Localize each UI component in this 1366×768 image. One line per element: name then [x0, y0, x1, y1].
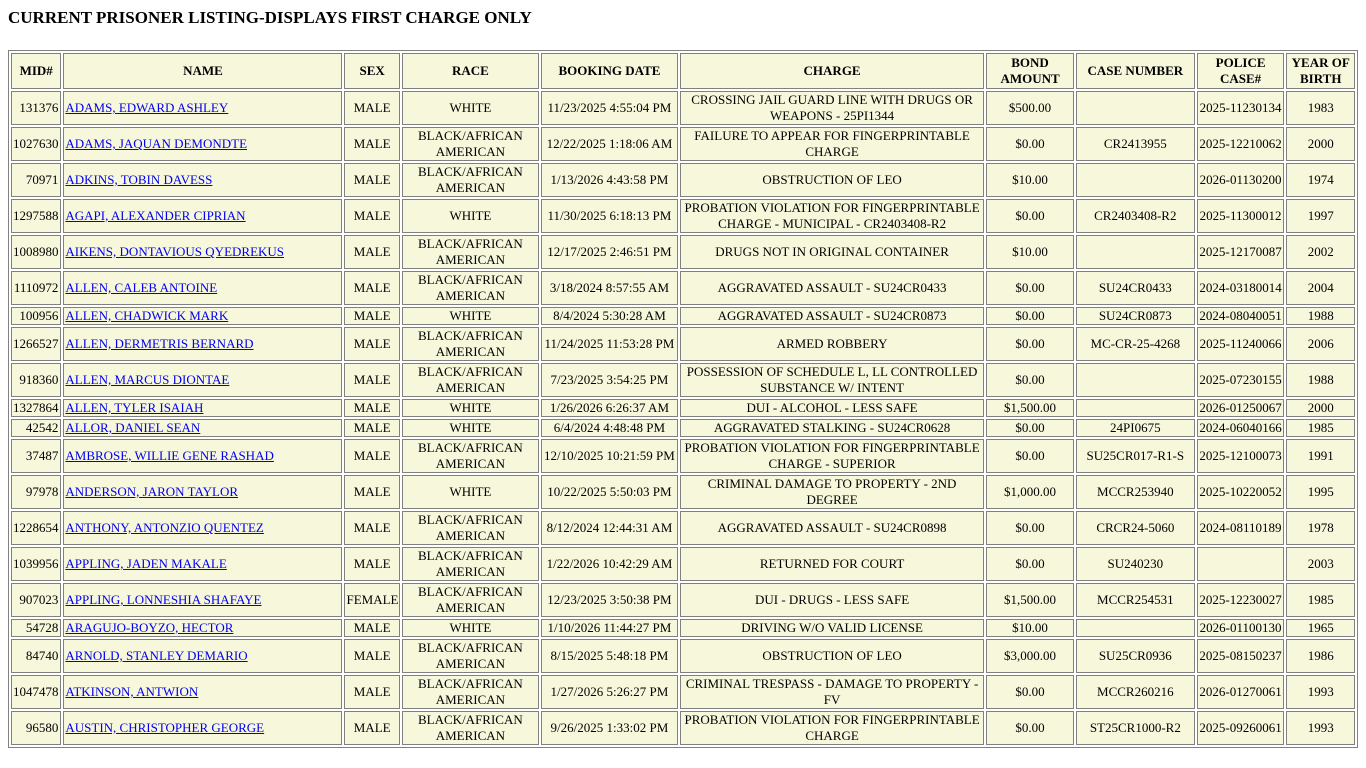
bond-amount-cell: $1,500.00 [986, 399, 1074, 417]
race-cell: BLACK/AFRICAN AMERICAN [402, 583, 539, 617]
sex-cell: MALE [344, 327, 399, 361]
prisoner-name-link[interactable]: ADAMS, JAQUAN DEMONDTE [65, 136, 248, 151]
header-booking-date[interactable]: BOOKING DATE [541, 53, 678, 89]
police-case-cell: 2025-11300012 [1197, 199, 1285, 233]
header-race[interactable]: RACE [402, 53, 539, 89]
race-cell: WHITE [402, 307, 539, 325]
case-number-cell [1076, 91, 1195, 125]
name-cell [63, 399, 342, 417]
case-number-cell [1076, 235, 1195, 269]
police-case-cell: 2024-08040051 [1197, 307, 1285, 325]
table-row [11, 363, 1355, 397]
charge-cell: AGGRAVATED STALKING - SU24CR0628 [680, 419, 984, 437]
prisoner-name-link[interactable]: AMBROSE, WILLIE GENE RASHAD [65, 448, 274, 463]
table-row [11, 199, 1355, 233]
case-number-cell: MCCR260216 [1076, 675, 1195, 709]
prisoner-name-link[interactable]: ALLEN, CALEB ANTOINE [65, 280, 218, 295]
prisoner-name-link[interactable]: ADKINS, TOBIN DAVESS [65, 172, 213, 187]
year-of-birth-cell: 1974 [1286, 163, 1355, 197]
year-of-birth-cell: 1997 [1286, 199, 1355, 233]
mid-cell: 1027630 [11, 127, 61, 161]
sex-cell: MALE [344, 399, 399, 417]
prisoner-name-link[interactable]: ADAMS, EDWARD ASHLEY [65, 100, 229, 115]
sex-cell: MALE [344, 711, 399, 745]
year-of-birth-cell: 1995 [1286, 475, 1355, 509]
police-case-cell: 2025-12230027 [1197, 583, 1285, 617]
header-year-of-birth[interactable]: YEAR OF BIRTH [1286, 53, 1355, 89]
race-cell: WHITE [402, 475, 539, 509]
booking-date-cell: 12/10/2025 10:21:59 PM [541, 439, 678, 473]
header-police-case[interactable]: POLICE CASE# [1197, 53, 1285, 89]
page-title: CURRENT PRISONER LISTING-DISPLAYS FIRST CHARGE ONLY [8, 8, 532, 27]
bond-amount-cell: $0.00 [986, 327, 1074, 361]
name-cell [63, 439, 342, 473]
booking-date-cell: 8/12/2024 12:44:31 AM [541, 511, 678, 545]
year-of-birth-cell: 1985 [1286, 583, 1355, 617]
sex-cell: MALE [344, 91, 399, 125]
case-number-cell: MC-CR-25-4268 [1076, 327, 1195, 361]
table-row [11, 639, 1355, 673]
mid-cell: 70971 [11, 163, 61, 197]
booking-date-cell: 7/23/2025 3:54:25 PM [541, 363, 678, 397]
charge-cell: CROSSING JAIL GUARD LINE WITH DRUGS OR WEAPONS - 25PI1344 [680, 91, 984, 125]
charge-cell: DRIVING W/O VALID LICENSE [680, 619, 984, 637]
table-row [11, 675, 1355, 709]
booking-date-cell: 11/23/2025 4:55:04 PM [541, 91, 678, 125]
bond-amount-cell: $10.00 [986, 619, 1074, 637]
table-row [11, 127, 1355, 161]
prisoner-table [8, 50, 1358, 748]
sex-cell: MALE [344, 639, 399, 673]
prisoner-name-link[interactable]: ARAGUJO-BOYZO, HECTOR [65, 620, 234, 635]
sex-cell: MALE [344, 475, 399, 509]
race-cell: BLACK/AFRICAN AMERICAN [402, 271, 539, 305]
race-cell: WHITE [402, 419, 539, 437]
year-of-birth-cell: 2002 [1286, 235, 1355, 269]
charge-cell: OBSTRUCTION OF LEO [680, 163, 984, 197]
sex-cell: MALE [344, 439, 399, 473]
sex-cell: MALE [344, 235, 399, 269]
case-number-cell: MCCR253940 [1076, 475, 1195, 509]
booking-date-cell: 1/26/2026 6:26:37 AM [541, 399, 678, 417]
police-case-cell: 2024-06040166 [1197, 419, 1285, 437]
year-of-birth-cell: 2000 [1286, 399, 1355, 417]
prisoner-name-link[interactable]: ALLEN, TYLER ISAIAH [65, 400, 204, 415]
table-row [11, 399, 1355, 417]
table-row [11, 475, 1355, 509]
case-number-cell: CRCR24-5060 [1076, 511, 1195, 545]
name-cell [63, 235, 342, 269]
mid-cell: 131376 [11, 91, 61, 125]
charge-cell: AGGRAVATED ASSAULT - SU24CR0433 [680, 271, 984, 305]
table-row [11, 619, 1355, 637]
mid-cell: 97978 [11, 475, 61, 509]
charge-cell: DUI - DRUGS - LESS SAFE [680, 583, 984, 617]
booking-date-cell: 1/13/2026 4:43:58 PM [541, 163, 678, 197]
mid-cell: 1327864 [11, 399, 61, 417]
header-mid[interactable]: MID# [11, 53, 61, 89]
year-of-birth-cell: 1965 [1286, 619, 1355, 637]
charge-cell: DRUGS NOT IN ORIGINAL CONTAINER [680, 235, 984, 269]
bond-amount-cell: $1,000.00 [986, 475, 1074, 509]
bond-amount-cell: $0.00 [986, 439, 1074, 473]
table-header-row [11, 53, 1355, 89]
prisoner-name-link[interactable]: AIKENS, DONTAVIOUS QYEDREKUS [65, 244, 285, 259]
charge-cell: CRIMINAL TRESPASS - DAMAGE TO PROPERTY - FV [680, 675, 984, 709]
name-cell [63, 307, 342, 325]
mid-cell: 54728 [11, 619, 61, 637]
year-of-birth-cell: 1983 [1286, 91, 1355, 125]
bond-amount-cell: $500.00 [986, 91, 1074, 125]
charge-cell: DUI - ALCOHOL - LESS SAFE [680, 399, 984, 417]
name-cell [63, 327, 342, 361]
name-cell [63, 91, 342, 125]
table-row [11, 327, 1355, 361]
sex-cell: MALE [344, 307, 399, 325]
prisoner-name-link[interactable]: AUSTIN, CHRISTOPHER GEORGE [65, 720, 265, 735]
prisoner-name-link[interactable]: ALLEN, CHADWICK MARK [65, 308, 229, 323]
police-case-cell: 2026-01270061 [1197, 675, 1285, 709]
mid-cell: 96580 [11, 711, 61, 745]
bond-amount-cell: $0.00 [986, 199, 1074, 233]
mid-cell: 1228654 [11, 511, 61, 545]
police-case-cell: 2026-01250067 [1197, 399, 1285, 417]
race-cell: BLACK/AFRICAN AMERICAN [402, 711, 539, 745]
police-case-cell: 2025-12170087 [1197, 235, 1285, 269]
name-cell [63, 583, 342, 617]
booking-date-cell: 8/4/2024 5:30:28 AM [541, 307, 678, 325]
race-cell: BLACK/AFRICAN AMERICAN [402, 163, 539, 197]
prisoner-name-link[interactable]: ANTHONY, ANTONZIO QUENTEZ [65, 520, 264, 535]
prisoner-name-link[interactable]: ALLEN, DERMETRIS BERNARD [65, 336, 254, 351]
header-name[interactable]: NAME [63, 53, 342, 89]
year-of-birth-cell: 2004 [1286, 271, 1355, 305]
name-cell [63, 163, 342, 197]
bond-amount-cell: $0.00 [986, 363, 1074, 397]
year-of-birth-cell: 1993 [1286, 711, 1355, 745]
booking-date-cell: 10/22/2025 5:50:03 PM [541, 475, 678, 509]
police-case-cell: 2025-09260061 [1197, 711, 1285, 745]
mid-cell: 37487 [11, 439, 61, 473]
race-cell: WHITE [402, 199, 539, 233]
year-of-birth-cell: 1978 [1286, 511, 1355, 545]
police-case-cell: 2024-03180014 [1197, 271, 1285, 305]
name-cell [63, 199, 342, 233]
charge-cell: POSSESSION OF SCHEDULE L, LL CONTROLLED SUBSTANCE W/ INTENT [680, 363, 984, 397]
bond-amount-cell: $0.00 [986, 307, 1074, 325]
booking-date-cell: 6/4/2024 4:48:48 PM [541, 419, 678, 437]
charge-cell: FAILURE TO APPEAR FOR FINGERPRINTABLE CHARGE [680, 127, 984, 161]
race-cell: BLACK/AFRICAN AMERICAN [402, 127, 539, 161]
name-cell [63, 547, 342, 581]
header-sex[interactable]: SEX [344, 53, 399, 89]
year-of-birth-cell: 2000 [1286, 127, 1355, 161]
bond-amount-cell: $10.00 [986, 235, 1074, 269]
name-cell [63, 511, 342, 545]
police-case-cell: 2026-01130200 [1197, 163, 1285, 197]
case-number-cell: SU25CR0936 [1076, 639, 1195, 673]
mid-cell: 918360 [11, 363, 61, 397]
sex-cell: MALE [344, 511, 399, 545]
year-of-birth-cell: 2006 [1286, 327, 1355, 361]
sex-cell: MALE [344, 419, 399, 437]
name-cell [63, 271, 342, 305]
prisoner-name-link[interactable]: APPLING, LONNESHIA SHAFAYE [65, 592, 262, 607]
police-case-cell: 2025-08150237 [1197, 639, 1285, 673]
case-number-cell: SU25CR017-R1-S [1076, 439, 1195, 473]
mid-cell: 100956 [11, 307, 61, 325]
police-case-cell [1197, 547, 1285, 581]
case-number-cell: CR2413955 [1076, 127, 1195, 161]
name-cell [63, 619, 342, 637]
charge-cell: CRIMINAL DAMAGE TO PROPERTY - 2ND DEGREE [680, 475, 984, 509]
table-row [11, 235, 1355, 269]
booking-date-cell: 1/27/2026 5:26:27 PM [541, 675, 678, 709]
table-row [11, 711, 1355, 745]
sex-cell: FEMALE [344, 583, 399, 617]
booking-date-cell: 12/17/2025 2:46:51 PM [541, 235, 678, 269]
year-of-birth-cell: 1988 [1286, 307, 1355, 325]
bond-amount-cell: $0.00 [986, 547, 1074, 581]
sex-cell: MALE [344, 675, 399, 709]
race-cell: BLACK/AFRICAN AMERICAN [402, 439, 539, 473]
police-case-cell: 2025-10220052 [1197, 475, 1285, 509]
prisoner-name-link[interactable]: AGAPI, ALEXANDER CIPRIAN [65, 208, 246, 223]
table-row [11, 307, 1355, 325]
race-cell: BLACK/AFRICAN AMERICAN [402, 511, 539, 545]
bond-amount-cell: $3,000.00 [986, 639, 1074, 673]
booking-date-cell: 1/22/2026 10:42:29 AM [541, 547, 678, 581]
name-cell [63, 639, 342, 673]
charge-cell: RETURNED FOR COURT [680, 547, 984, 581]
prisoner-name-link[interactable]: APPLING, JADEN MAKALE [65, 556, 227, 571]
table-row [11, 91, 1355, 125]
mid-cell: 84740 [11, 639, 61, 673]
case-number-cell: MCCR254531 [1076, 583, 1195, 617]
bond-amount-cell: $0.00 [986, 127, 1074, 161]
sex-cell: MALE [344, 363, 399, 397]
mid-cell: 1266527 [11, 327, 61, 361]
booking-date-cell: 12/22/2025 1:18:06 AM [541, 127, 678, 161]
police-case-cell: 2025-12100073 [1197, 439, 1285, 473]
charge-cell: PROBATION VIOLATION FOR FINGERPRINTABLE CHARGE - SUPERIOR [680, 439, 984, 473]
police-case-cell: 2024-08110189 [1197, 511, 1285, 545]
name-cell [63, 475, 342, 509]
prisoner-name-link[interactable]: ATKINSON, ANTWION [65, 684, 199, 699]
year-of-birth-cell: 1985 [1286, 419, 1355, 437]
race-cell: BLACK/AFRICAN AMERICAN [402, 639, 539, 673]
booking-date-cell: 11/30/2025 6:18:13 PM [541, 199, 678, 233]
prisoner-name-link[interactable]: ALLEN, MARCUS DIONTAE [65, 372, 230, 387]
charge-cell: ARMED ROBBERY [680, 327, 984, 361]
booking-date-cell: 8/15/2025 5:48:18 PM [541, 639, 678, 673]
table-row [11, 547, 1355, 581]
charge-cell: PROBATION VIOLATION FOR FINGERPRINTABLE CHARGE [680, 711, 984, 745]
year-of-birth-cell: 1991 [1286, 439, 1355, 473]
police-case-cell: 2025-12210062 [1197, 127, 1285, 161]
mid-cell: 907023 [11, 583, 61, 617]
case-number-cell: SU24CR0433 [1076, 271, 1195, 305]
prisoner-name-link[interactable]: ARNOLD, STANLEY DEMARIO [65, 648, 248, 663]
sex-cell: MALE [344, 163, 399, 197]
police-case-cell: 2026-01100130 [1197, 619, 1285, 637]
race-cell: BLACK/AFRICAN AMERICAN [402, 235, 539, 269]
mid-cell: 42542 [11, 419, 61, 437]
name-cell [63, 675, 342, 709]
table-row [11, 419, 1355, 437]
bond-amount-cell: $0.00 [986, 511, 1074, 545]
name-cell [63, 419, 342, 437]
mid-cell: 1110972 [11, 271, 61, 305]
case-number-cell [1076, 619, 1195, 637]
race-cell: BLACK/AFRICAN AMERICAN [402, 547, 539, 581]
header-case-number[interactable]: CASE NUMBER [1076, 53, 1195, 89]
table-body [11, 91, 1355, 745]
police-case-cell: 2025-07230155 [1197, 363, 1285, 397]
header-charge[interactable]: CHARGE [680, 53, 984, 89]
race-cell: WHITE [402, 619, 539, 637]
header-bond-amount[interactable]: BOND AMOUNT [986, 53, 1074, 89]
charge-cell: AGGRAVATED ASSAULT - SU24CR0873 [680, 307, 984, 325]
name-cell [63, 363, 342, 397]
sex-cell: MALE [344, 271, 399, 305]
year-of-birth-cell: 1993 [1286, 675, 1355, 709]
race-cell: BLACK/AFRICAN AMERICAN [402, 675, 539, 709]
bond-amount-cell: $0.00 [986, 271, 1074, 305]
mid-cell: 1008980 [11, 235, 61, 269]
race-cell: BLACK/AFRICAN AMERICAN [402, 327, 539, 361]
booking-date-cell: 3/18/2024 8:57:55 AM [541, 271, 678, 305]
prisoner-table-container [8, 50, 1358, 748]
police-case-cell: 2025-11230134 [1197, 91, 1285, 125]
table-row [11, 583, 1355, 617]
bond-amount-cell: $10.00 [986, 163, 1074, 197]
charge-cell: OBSTRUCTION OF LEO [680, 639, 984, 673]
prisoner-name-link[interactable]: ANDERSON, JARON TAYLOR [65, 484, 239, 499]
mid-cell: 1039956 [11, 547, 61, 581]
case-number-cell: SU24CR0873 [1076, 307, 1195, 325]
name-cell [63, 711, 342, 745]
booking-date-cell: 9/26/2025 1:33:02 PM [541, 711, 678, 745]
case-number-cell: SU240230 [1076, 547, 1195, 581]
case-number-cell: CR2403408-R2 [1076, 199, 1195, 233]
table-row [11, 271, 1355, 305]
sex-cell: MALE [344, 547, 399, 581]
sex-cell: MALE [344, 127, 399, 161]
bond-amount-cell: $1,500.00 [986, 583, 1074, 617]
race-cell: WHITE [402, 399, 539, 417]
case-number-cell: ST25CR1000-R2 [1076, 711, 1195, 745]
table-row [11, 439, 1355, 473]
year-of-birth-cell: 2003 [1286, 547, 1355, 581]
prisoner-name-link[interactable]: ALLOR, DANIEL SEAN [65, 420, 201, 435]
bond-amount-cell: $0.00 [986, 675, 1074, 709]
charge-cell: PROBATION VIOLATION FOR FINGERPRINTABLE CHARGE - MUNICIPAL - CR2403408-R2 [680, 199, 984, 233]
mid-cell: 1047478 [11, 675, 61, 709]
bond-amount-cell: $0.00 [986, 711, 1074, 745]
case-number-cell: 24PI0675 [1076, 419, 1195, 437]
booking-date-cell: 12/23/2025 3:50:38 PM [541, 583, 678, 617]
case-number-cell [1076, 399, 1195, 417]
sex-cell: MALE [344, 199, 399, 233]
police-case-cell: 2025-11240066 [1197, 327, 1285, 361]
year-of-birth-cell: 1988 [1286, 363, 1355, 397]
race-cell: BLACK/AFRICAN AMERICAN [402, 363, 539, 397]
table-row [11, 511, 1355, 545]
case-number-cell [1076, 163, 1195, 197]
booking-date-cell: 11/24/2025 11:53:28 PM [541, 327, 678, 361]
booking-date-cell: 1/10/2026 11:44:27 PM [541, 619, 678, 637]
year-of-birth-cell: 1986 [1286, 639, 1355, 673]
name-cell [63, 127, 342, 161]
race-cell: WHITE [402, 91, 539, 125]
table-row [11, 163, 1355, 197]
sex-cell: MALE [344, 619, 399, 637]
charge-cell: AGGRAVATED ASSAULT - SU24CR0898 [680, 511, 984, 545]
mid-cell: 1297588 [11, 199, 61, 233]
case-number-cell [1076, 363, 1195, 397]
bond-amount-cell: $0.00 [986, 419, 1074, 437]
